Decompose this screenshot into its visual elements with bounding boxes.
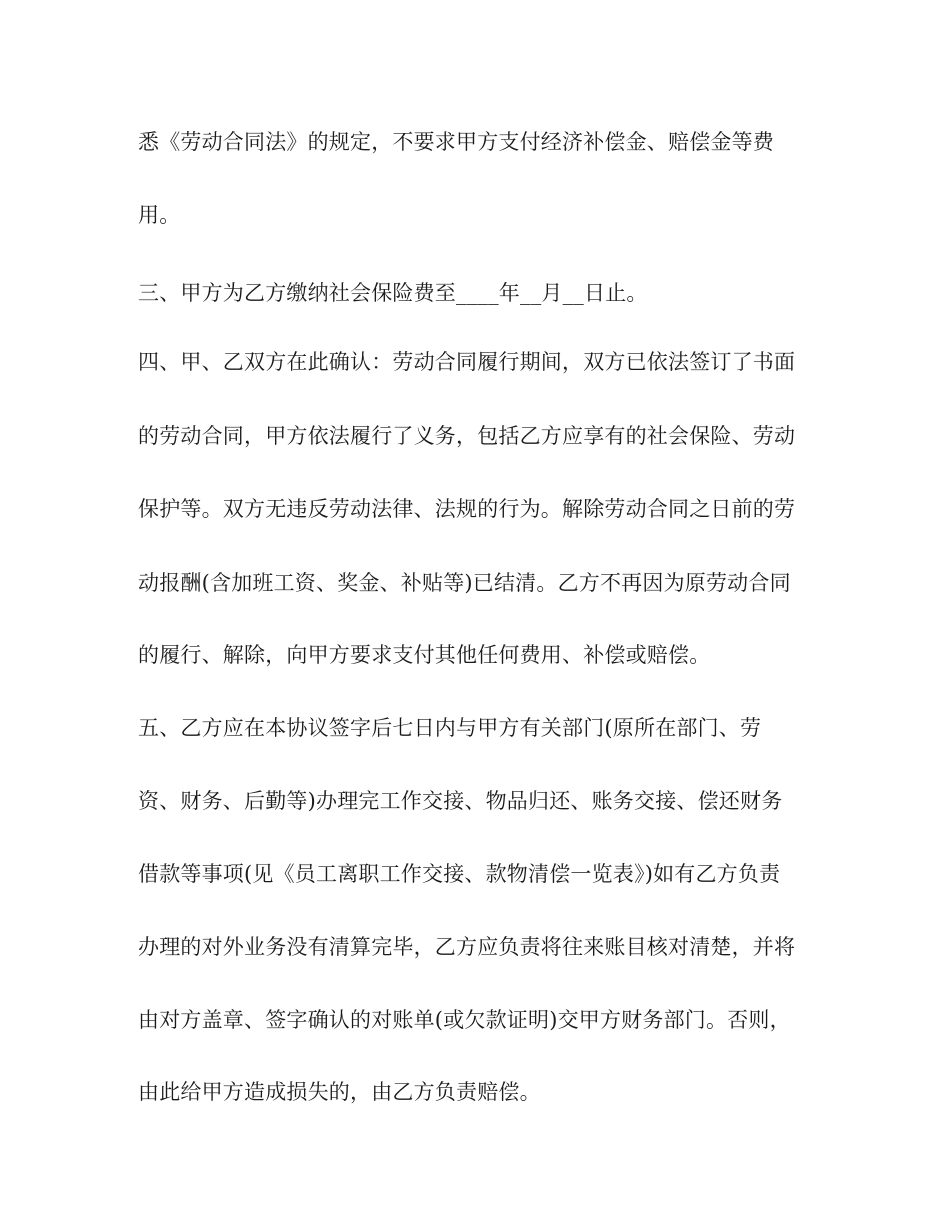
text-line: 的劳动合同，甲方依法履行了义务，包括乙方应享有的社会保险、劳动 [138, 424, 796, 448]
text-line: 用。 [138, 203, 181, 227]
text-line: 办理的对外业务没有清算完毕，乙方应负责将往来账目核对清楚，并将 [138, 935, 796, 959]
text-line: 由此给甲方造成损失的，由乙方负责赔偿。 [138, 1080, 541, 1104]
text-line: 悉《劳动合同法》的规定，不要求甲方支付经济补偿金、赔偿金等费 [138, 130, 774, 154]
text-line: 资、财务、后勤等)办理完工作交接、物品归还、账务交接、偿还财务 [138, 789, 783, 813]
text-line: 三、甲方为乙方缴纳社会保险费至____年__月__日止。 [138, 281, 648, 305]
text-line: 的履行、解除，向甲方要求支付其他任何费用、补偿或赔偿。 [138, 643, 711, 667]
text-line: 动报酬(含加班工资、奖金、补贴等)已结清。乙方不再因为原劳动合同 [138, 571, 791, 595]
text-line: 借款等事项(见《员工离职工作交接、款物清偿一览表》)如有乙方负责 [138, 862, 781, 886]
text-line: 保护等。双方无违反劳动法律、法规的行为。解除劳动合同之日前的劳 [138, 497, 796, 521]
text-line: 四、甲、乙双方在此确认：劳动合同履行期间，双方已依法签订了书面 [138, 350, 796, 374]
text-line: 由对方盖章、签字确认的对账单(或欠款证明)交甲方财务部门。否则， [138, 1008, 791, 1032]
text-line: 五、乙方应在本协议签字后七日内与甲方有关部门(原所在部门、劳 [138, 716, 762, 740]
